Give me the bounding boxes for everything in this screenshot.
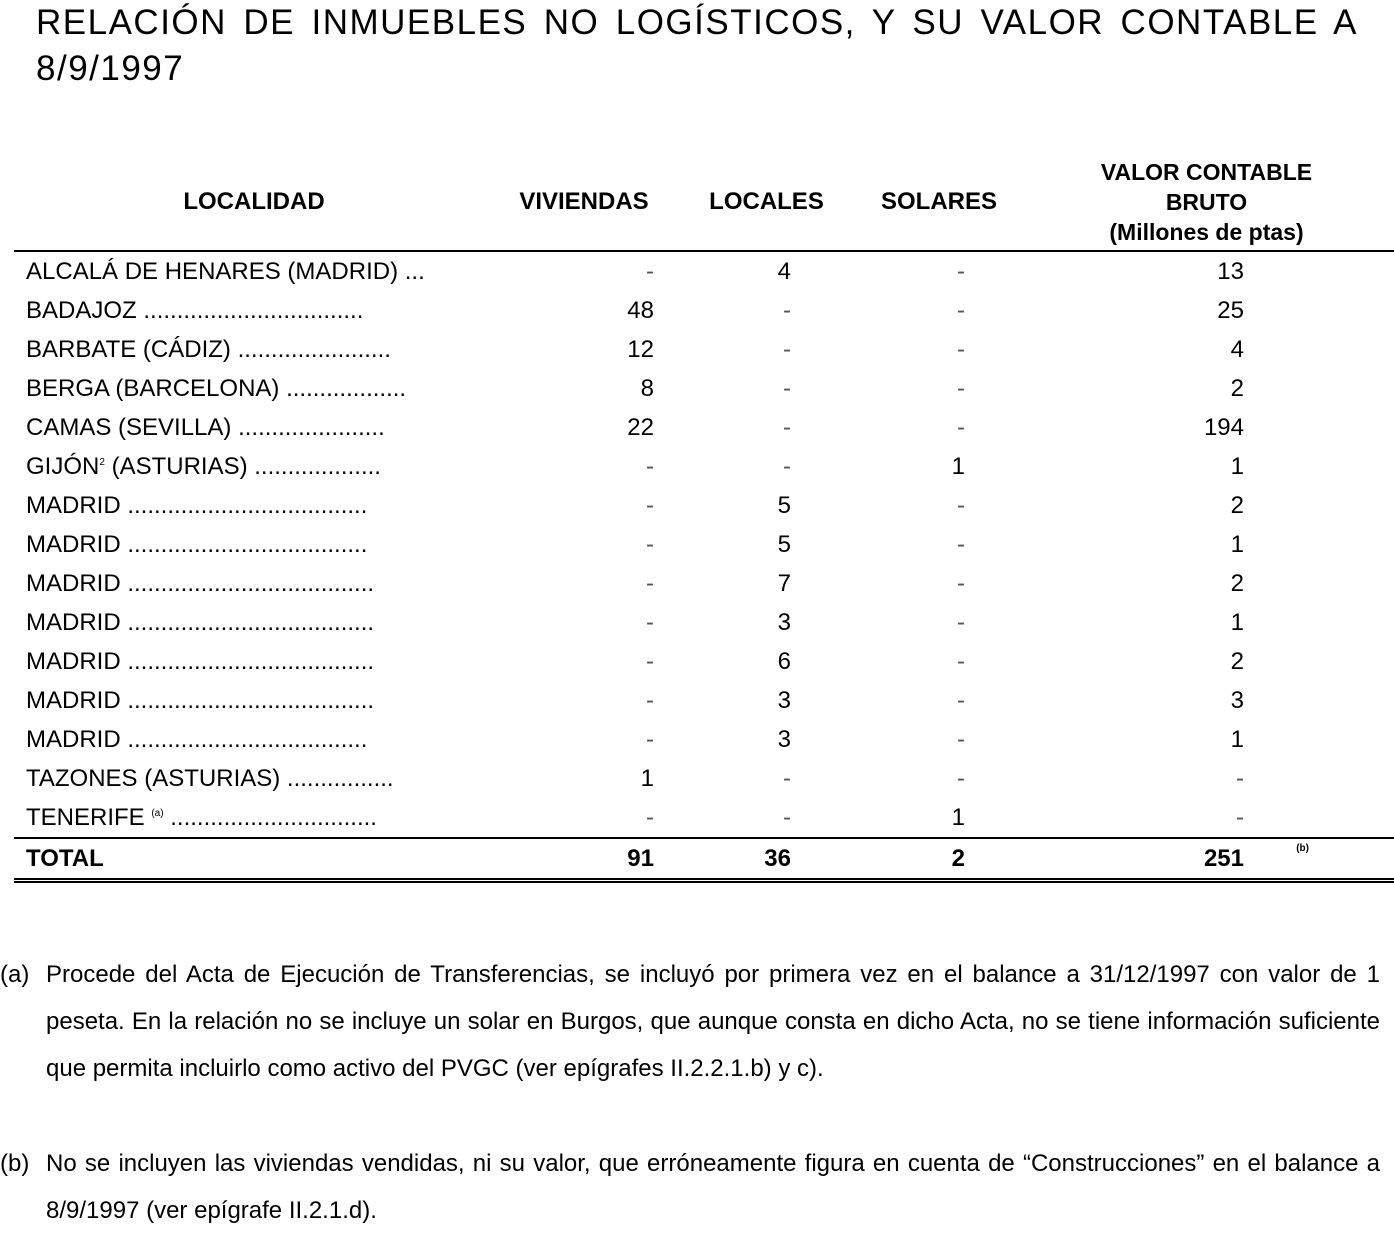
header-viviendas: VIVIENDAS bbox=[494, 154, 674, 251]
table-row bbox=[14, 759, 1394, 798]
cell-localidad bbox=[14, 291, 494, 330]
table-row bbox=[14, 564, 1394, 603]
localidad-name: TAZONES (ASTURIAS) ................ bbox=[26, 765, 394, 792]
cell-solares: - bbox=[957, 492, 965, 519]
total-valor-cell bbox=[1019, 838, 1394, 881]
cell-valor: 1 bbox=[1230, 531, 1244, 558]
cell-solares: - bbox=[957, 531, 965, 558]
cell-localidad bbox=[14, 681, 494, 720]
localidad-name: TENERIFE bbox=[26, 804, 152, 831]
cell-locales: - bbox=[783, 336, 791, 363]
localidad-name: CAMAS (SEVILLA) ...................... bbox=[26, 414, 385, 441]
localidad-name: BARBATE (CÁDIZ) ....................... bbox=[26, 336, 391, 363]
total-solares: 2 bbox=[859, 838, 1019, 881]
inmuebles-table-container bbox=[14, 154, 1394, 883]
cell-locales: 3 bbox=[777, 726, 791, 753]
footnote-mark: (b) bbox=[0, 1150, 30, 1177]
cell-localidad bbox=[14, 564, 494, 603]
cell-viviendas: - bbox=[646, 453, 654, 480]
cell-localidad bbox=[14, 759, 494, 798]
cell-solares: - bbox=[957, 297, 965, 324]
cell-viviendas: - bbox=[646, 492, 654, 519]
cell-viviendas: 12 bbox=[627, 336, 654, 363]
cell-locales: 3 bbox=[777, 609, 791, 636]
footnote-text: Procede del Acta de Ejecución de Transferencias, se incluyó por primera vez en el balance a 31/12/1997 con valor de 1 peseta. En la relación no se incluye un solar en Burgos, que aunque consta en dicho Acta, no se tiene información suficiente que permita incluirlo como activo del PVGC (ver epígrafes II.2.2.1.b) y c). bbox=[46, 961, 1380, 1082]
cell-solares: 1 bbox=[951, 453, 965, 480]
table-row bbox=[14, 291, 1394, 330]
localidad-rest: ............................... bbox=[163, 804, 377, 831]
footnote-text: No se incluyen las viviendas vendidas, ni su valor, que erróneamente figura en cuenta de “Construcciones” en el balance a 8/9/1997 (ver epígrafe II.2.1.d). bbox=[46, 1150, 1380, 1224]
cell-locales: 5 bbox=[777, 492, 791, 519]
localidad-name: BADAJOZ ................................. bbox=[26, 297, 364, 324]
total-valor: 251 bbox=[1203, 845, 1244, 872]
cell-localidad bbox=[14, 369, 494, 408]
header-solares: SOLARES bbox=[859, 154, 1019, 251]
table-header-row bbox=[14, 154, 1394, 251]
cell-localidad bbox=[14, 486, 494, 525]
cell-valor: 25 bbox=[1217, 297, 1244, 324]
cell-viviendas: - bbox=[646, 609, 654, 636]
cell-localidad bbox=[14, 798, 494, 838]
cell-localidad bbox=[14, 408, 494, 447]
header-localidad: LOCALIDAD bbox=[14, 154, 494, 251]
localidad-name: MADRID ..................................... bbox=[26, 609, 375, 636]
header-valor-line2: BRUTO bbox=[1165, 189, 1248, 215]
cell-solares: 1 bbox=[951, 804, 965, 831]
cell-viviendas: 8 bbox=[640, 375, 654, 402]
cell-locales: - bbox=[783, 453, 791, 480]
cell-locales: 5 bbox=[777, 531, 791, 558]
cell-localidad bbox=[14, 603, 494, 642]
localidad-rest: (ASTURIAS) ................... bbox=[104, 453, 381, 480]
localidad-name: MADRID ..................................... bbox=[26, 570, 375, 597]
table-row bbox=[14, 642, 1394, 681]
page-title: RELACIÓN DE INMUEBLES NO LOGÍSTICOS, Y SU VALOR CONTABLE A 8/9/1997 bbox=[36, 3, 1358, 88]
cell-localidad bbox=[14, 330, 494, 369]
cell-viviendas: 1 bbox=[640, 765, 654, 792]
header-valor-line1: VALOR CONTABLE bbox=[1100, 159, 1313, 185]
header-valor-unit: (Millones de ptas) bbox=[1109, 219, 1304, 245]
cell-localidad bbox=[14, 720, 494, 759]
cell-viviendas: 22 bbox=[627, 414, 654, 441]
cell-locales: - bbox=[783, 375, 791, 402]
table-row bbox=[14, 720, 1394, 759]
table-row bbox=[14, 369, 1394, 408]
table-row bbox=[14, 681, 1394, 720]
cell-solares: - bbox=[957, 375, 965, 402]
cell-localidad bbox=[14, 525, 494, 564]
cell-solares: - bbox=[957, 648, 965, 675]
cell-viviendas: 48 bbox=[627, 297, 654, 324]
footnote-ref: (a) bbox=[151, 808, 164, 819]
cell-locales: - bbox=[783, 414, 791, 441]
cell-solares: - bbox=[957, 570, 965, 597]
cell-valor: 1 bbox=[1230, 609, 1244, 636]
footnote-b bbox=[0, 1140, 1380, 1234]
cell-locales: 3 bbox=[777, 687, 791, 714]
table-row bbox=[14, 798, 1394, 838]
table-row bbox=[14, 486, 1394, 525]
footnote-mark: (a) bbox=[0, 961, 30, 988]
table-row bbox=[14, 251, 1394, 291]
localidad-name: MADRID ..................................... bbox=[26, 687, 375, 714]
cell-solares: - bbox=[957, 414, 965, 441]
total-row bbox=[14, 838, 1394, 881]
table-body bbox=[14, 251, 1394, 881]
localidad-name: GIJÓN bbox=[26, 453, 100, 480]
localidad-name: BERGA (BARCELONA) .................. bbox=[26, 375, 407, 402]
table-row bbox=[14, 330, 1394, 369]
table-row bbox=[14, 408, 1394, 447]
cell-viviendas: - bbox=[646, 804, 654, 831]
cell-valor: 194 bbox=[1203, 414, 1244, 441]
cell-valor: 1 bbox=[1230, 453, 1244, 480]
cell-solares: - bbox=[957, 336, 965, 363]
cell-valor: 2 bbox=[1230, 375, 1244, 402]
footnote-ref: 2 bbox=[99, 457, 105, 468]
cell-solares: - bbox=[957, 726, 965, 753]
cell-viviendas: - bbox=[646, 570, 654, 597]
cell-locales: - bbox=[783, 297, 791, 324]
localidad-name: MADRID .................................... bbox=[26, 492, 368, 519]
cell-valor: 3 bbox=[1230, 687, 1244, 714]
cell-solares: - bbox=[957, 609, 965, 636]
footnote-a bbox=[0, 951, 1380, 1092]
total-locales: 36 bbox=[674, 838, 859, 881]
cell-valor: 1 bbox=[1230, 726, 1244, 753]
table-row bbox=[14, 525, 1394, 564]
cell-valor: 2 bbox=[1230, 570, 1244, 597]
cell-locales: - bbox=[783, 804, 791, 831]
localidad-name: MADRID .................................... bbox=[26, 726, 368, 753]
cell-solares: - bbox=[957, 765, 965, 792]
cell-valor: 4 bbox=[1230, 336, 1244, 363]
cell-solares: - bbox=[957, 687, 965, 714]
cell-viviendas: - bbox=[646, 648, 654, 675]
cell-solares: - bbox=[957, 258, 965, 285]
inmuebles-table bbox=[14, 154, 1394, 883]
cell-valor: - bbox=[1236, 765, 1244, 792]
cell-valor: 2 bbox=[1230, 492, 1244, 519]
cell-locales: - bbox=[783, 765, 791, 792]
cell-viviendas: - bbox=[646, 258, 654, 285]
table-row bbox=[14, 603, 1394, 642]
total-label: TOTAL bbox=[14, 838, 494, 881]
cell-locales: 7 bbox=[777, 570, 791, 597]
cell-localidad bbox=[14, 642, 494, 681]
footnote-ref-b: (b) bbox=[1296, 843, 1309, 854]
cell-valor: 2 bbox=[1230, 648, 1244, 675]
localidad-name: ALCALÁ DE HENARES (MADRID) ... bbox=[26, 258, 425, 285]
localidad-name: MADRID ..................................... bbox=[26, 648, 375, 675]
cell-localidad bbox=[14, 251, 494, 291]
cell-viviendas: - bbox=[646, 726, 654, 753]
cell-viviendas: - bbox=[646, 687, 654, 714]
cell-valor: - bbox=[1236, 804, 1244, 831]
cell-valor: 13 bbox=[1217, 258, 1244, 285]
table-row bbox=[14, 447, 1394, 486]
cell-localidad bbox=[14, 447, 494, 486]
cell-locales: 6 bbox=[777, 648, 791, 675]
header-locales: LOCALES bbox=[674, 154, 859, 251]
header-valor-contable bbox=[1019, 154, 1394, 251]
cell-locales: 4 bbox=[777, 258, 791, 285]
localidad-name: MADRID .................................... bbox=[26, 531, 368, 558]
total-viviendas: 91 bbox=[494, 838, 674, 881]
cell-viviendas: - bbox=[646, 531, 654, 558]
